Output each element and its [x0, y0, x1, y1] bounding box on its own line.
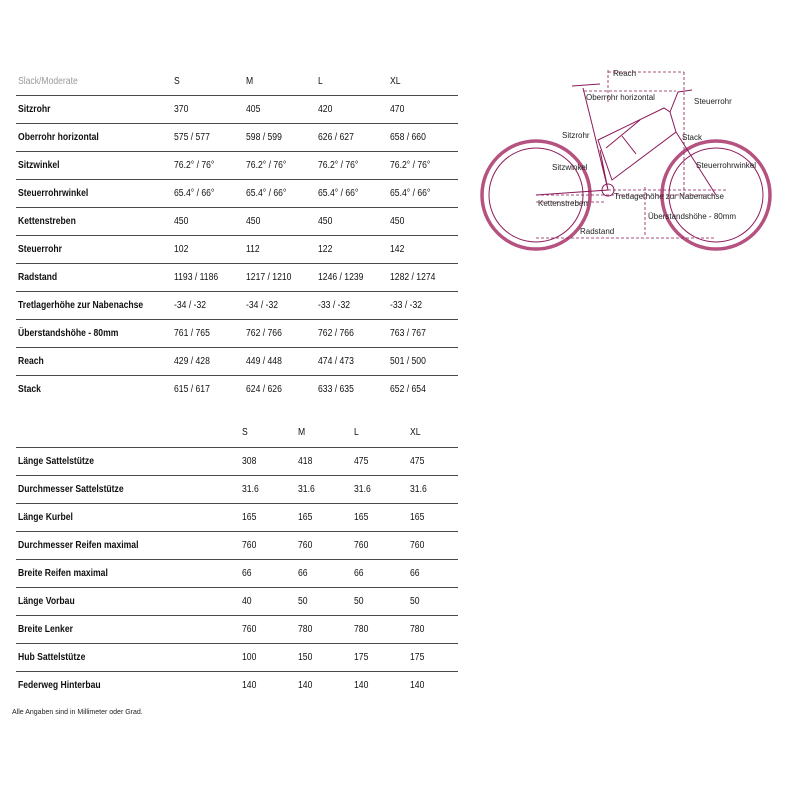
label-head-tube: Steuerrohr [694, 97, 732, 106]
components-row [16, 559, 458, 587]
components-row-value: 760 [296, 531, 352, 559]
components-row-value: 140 [240, 671, 296, 699]
geometry-row-label: Überstandshöhe - 80mm [16, 319, 172, 347]
components-header-label [16, 419, 240, 447]
geometry-row [16, 179, 458, 207]
geometry-header-size: L [316, 68, 388, 95]
geometry-row-value: 1193 / 1186 [172, 263, 244, 291]
geometry-row-value: 470 [388, 95, 458, 123]
geometry-row [16, 291, 458, 319]
components-row-value: 760 [240, 531, 296, 559]
components-row-label: Breite Lenker [16, 615, 240, 643]
handlebar [670, 90, 692, 112]
geometry-row-label: Sitzwinkel [16, 151, 172, 179]
components-header-size: S [240, 419, 296, 447]
seatpost [572, 84, 600, 124]
components-row-value: 50 [408, 587, 458, 615]
geometry-row-value: 474 / 473 [316, 347, 388, 375]
geometry-row-value: 102 [172, 235, 244, 263]
geometry-row-value: 575 / 577 [172, 123, 244, 151]
components-row [16, 671, 458, 699]
geometry-header-row [16, 68, 458, 95]
geometry-row [16, 207, 458, 235]
geometry-row-value: 122 [316, 235, 388, 263]
geometry-row-label: Kettenstreben [16, 207, 172, 235]
geometry-row-value: 763 / 767 [388, 319, 458, 347]
geometry-row-value: 624 / 626 [244, 375, 316, 403]
components-row [16, 503, 458, 531]
geometry-header-label: Slack/Moderate [16, 68, 172, 95]
geometry-row-value: 762 / 766 [316, 319, 388, 347]
components-row [16, 587, 458, 615]
geometry-row-value: -34 / -32 [244, 291, 316, 319]
geometry-row-value: 76.2° / 76° [316, 151, 388, 179]
components-row-label: Durchmesser Sattelstütze [16, 475, 240, 503]
components-row-value: 100 [240, 643, 296, 671]
components-row-value: 150 [296, 643, 352, 671]
components-row-value: 475 [408, 447, 458, 475]
geometry-header-size: S [172, 68, 244, 95]
bike-geometry-diagram [480, 62, 790, 252]
geometry-row-value: 1217 / 1210 [244, 263, 316, 291]
geometry-row-value: 420 [316, 95, 388, 123]
label-bb-height: Tretlagerhöhe zur Nabenachse [614, 192, 724, 201]
geometry-row-value: 112 [244, 235, 316, 263]
geometry-row-value: 450 [388, 207, 458, 235]
geometry-row-value: 633 / 635 [316, 375, 388, 403]
geometry-row-label: Steuerrohr [16, 235, 172, 263]
geometry-row [16, 319, 458, 347]
components-row-label: Breite Reifen maximal [16, 559, 240, 587]
geometry-row-value: 450 [172, 207, 244, 235]
geometry-row-value: 501 / 500 [388, 347, 458, 375]
bike-frame [536, 108, 716, 195]
geometry-row-label: Radstand [16, 263, 172, 291]
geometry-row-value: 76.2° / 76° [388, 151, 458, 179]
components-row-value: 140 [352, 671, 408, 699]
geometry-row-value: -33 / -32 [388, 291, 458, 319]
geometry-row-value: 449 / 448 [244, 347, 316, 375]
components-row-value: 31.6 [352, 475, 408, 503]
geometry-row-value: 65.4° / 66° [172, 179, 244, 207]
components-row-value: 760 [240, 615, 296, 643]
components-row [16, 531, 458, 559]
geometry-row [16, 263, 458, 291]
label-top-tube: Oberrohr horizontal [586, 93, 655, 102]
geometry-row [16, 347, 458, 375]
components-row-value: 165 [352, 503, 408, 531]
label-head-angle: Steuerrohrwinkel [696, 161, 757, 170]
components-row-value: 50 [296, 587, 352, 615]
geometry-row-value: 450 [316, 207, 388, 235]
components-row-value: 31.6 [408, 475, 458, 503]
geometry-row-value: 65.4° / 66° [244, 179, 316, 207]
label-standover: Überstandshöhe - 80mm [648, 212, 737, 221]
geometry-row-label: Stack [16, 375, 172, 403]
components-row-value: 418 [296, 447, 352, 475]
components-row-value: 780 [296, 615, 352, 643]
components-table [16, 419, 458, 699]
geometry-row-value: 76.2° / 76° [172, 151, 244, 179]
geometry-row-label: Tretlagerhöhe zur Nabenachse [16, 291, 172, 319]
geometry-row [16, 375, 458, 403]
geometry-row-label: Steuerrohrwinkel [16, 179, 172, 207]
components-row-value: 475 [352, 447, 408, 475]
geometry-row-value: 762 / 766 [244, 319, 316, 347]
components-row-value: 140 [296, 671, 352, 699]
components-row-value: 66 [296, 559, 352, 587]
components-header-size: M [296, 419, 352, 447]
geometry-row-value: 450 [244, 207, 316, 235]
components-row-label: Durchmesser Reifen maximal [16, 531, 240, 559]
components-row-value: 140 [408, 671, 458, 699]
label-seat-angle: Sitzwinkel [552, 163, 588, 172]
geometry-header-size: XL [388, 68, 458, 95]
components-row-value: 165 [296, 503, 352, 531]
components-row-value: 66 [352, 559, 408, 587]
geometry-row-value: 405 [244, 95, 316, 123]
geometry-row-value: -33 / -32 [316, 291, 388, 319]
components-row-label: Länge Kurbel [16, 503, 240, 531]
geometry-row [16, 95, 458, 123]
components-row-label: Länge Sattelstütze [16, 447, 240, 475]
components-row-value: 780 [352, 615, 408, 643]
geometry-row-value: 626 / 627 [316, 123, 388, 151]
geometry-row [16, 123, 458, 151]
components-row-value: 50 [352, 587, 408, 615]
components-row-value: 165 [240, 503, 296, 531]
geometry-row-value: -34 / -32 [172, 291, 244, 319]
components-row [16, 615, 458, 643]
geometry-row-value: 652 / 654 [388, 375, 458, 403]
geometry-row-value: 1282 / 1274 [388, 263, 458, 291]
components-row-value: 66 [240, 559, 296, 587]
components-row-value: 780 [408, 615, 458, 643]
components-row-value: 175 [408, 643, 458, 671]
geometry-row-value: 615 / 617 [172, 375, 244, 403]
components-row-value: 40 [240, 587, 296, 615]
components-row [16, 643, 458, 671]
geometry-row-value: 65.4° / 66° [388, 179, 458, 207]
label-stack: Stack [682, 133, 703, 142]
geometry-row-value: 65.4° / 66° [316, 179, 388, 207]
geometry-row-label: Oberrohr horizontal [16, 123, 172, 151]
components-header-size: L [352, 419, 408, 447]
label-seat-tube: Sitzrohr [562, 131, 590, 140]
components-header-size: XL [408, 419, 458, 447]
components-row-value: 308 [240, 447, 296, 475]
geometry-row-value: 370 [172, 95, 244, 123]
geometry-row-value: 1246 / 1239 [316, 263, 388, 291]
components-row-label: Hub Sattelstütze [16, 643, 240, 671]
footnote: Alle Angaben sind in Millimeter oder Grad. [12, 709, 143, 716]
components-row-value: 31.6 [240, 475, 296, 503]
geometry-row-value: 76.2° / 76° [244, 151, 316, 179]
label-chainstay: Kettenstreben [538, 199, 588, 208]
geometry-row [16, 151, 458, 179]
geometry-row-value: 598 / 599 [244, 123, 316, 151]
components-row-label: Federweg Hinterbau [16, 671, 240, 699]
label-wheelbase: Radstand [580, 227, 615, 236]
geometry-header-size: M [244, 68, 316, 95]
geometry-row-value: 761 / 765 [172, 319, 244, 347]
components-header-row [16, 419, 458, 447]
geometry-row-value: 658 / 660 [388, 123, 458, 151]
geometry-table [16, 68, 458, 403]
label-reach: Reach [613, 69, 637, 78]
suspension-link [606, 120, 640, 154]
geometry-row [16, 235, 458, 263]
geometry-row-value: 142 [388, 235, 458, 263]
components-row-value: 66 [408, 559, 458, 587]
components-row-value: 760 [408, 531, 458, 559]
components-row [16, 475, 458, 503]
components-row [16, 447, 458, 475]
geometry-row-value: 429 / 428 [172, 347, 244, 375]
components-row-value: 175 [352, 643, 408, 671]
geometry-row-label: Reach [16, 347, 172, 375]
components-row-label: Länge Vorbau [16, 587, 240, 615]
components-row-value: 165 [408, 503, 458, 531]
components-row-value: 760 [352, 531, 408, 559]
geometry-row-label: Sitzrohr [16, 95, 172, 123]
components-row-value: 31.6 [296, 475, 352, 503]
